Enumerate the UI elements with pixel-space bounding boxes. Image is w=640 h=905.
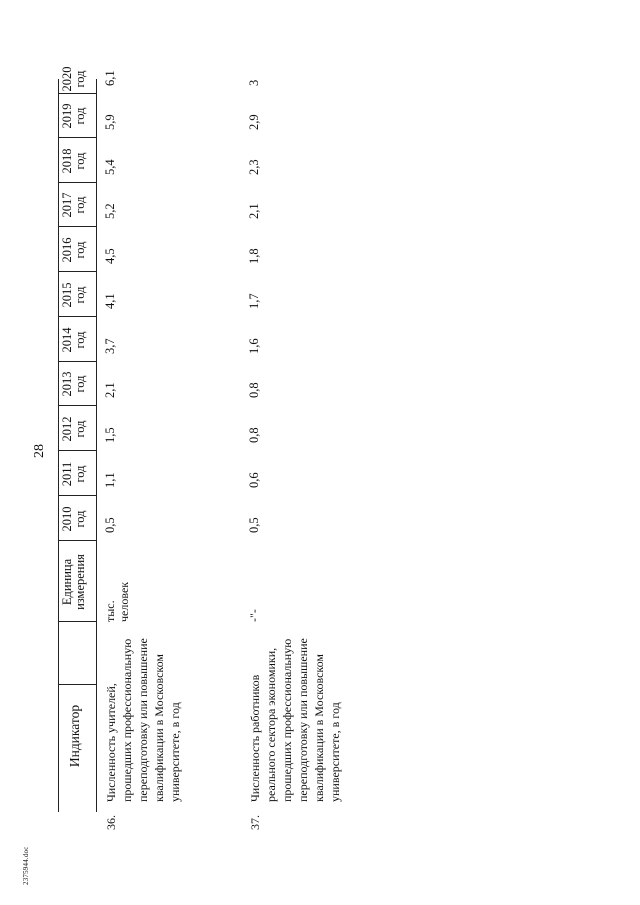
row-value-2017: 2,1 bbox=[247, 203, 261, 219]
row-value-2013: 2,1 bbox=[103, 382, 117, 398]
row-value-2011: 0,6 bbox=[247, 472, 261, 488]
row-value-2016: 1,8 bbox=[247, 248, 261, 264]
row-number: 36. bbox=[104, 815, 118, 830]
row-value-2020: 3 bbox=[247, 79, 261, 86]
row-value-2013: 0,8 bbox=[247, 382, 261, 398]
col-divider bbox=[58, 684, 96, 685]
row-value-2017: 5,2 bbox=[103, 203, 117, 219]
row-value-2018: 5,4 bbox=[103, 159, 117, 175]
row-value-2018: 2,3 bbox=[247, 159, 261, 175]
row-indicator: Численность работников реального сектора экономики, прошедших профессиональную переподготовку или повышение квалификации в Московском университете, в год bbox=[248, 638, 342, 802]
row-value-2011: 1,1 bbox=[103, 472, 117, 488]
row-unit: -"- bbox=[247, 609, 261, 622]
header-year-2013: 2013 год bbox=[60, 371, 87, 397]
table-header-rule bbox=[96, 79, 97, 812]
header-year-2011: 2011 год bbox=[60, 461, 87, 487]
header-year-2019: 2019 год bbox=[60, 103, 87, 129]
row-value-2010: 0,5 bbox=[103, 517, 117, 533]
document-code: 2375944.doc bbox=[22, 846, 30, 885]
row-number: 37. bbox=[248, 815, 262, 830]
header-unit: Единица измерения bbox=[60, 554, 87, 610]
row-indicator: Численность учителей, прошедших профессиональную переподготовку или повышение квалификации в Московском университете, в год bbox=[104, 638, 182, 802]
page-number: 28 bbox=[32, 444, 47, 458]
row-unit: тыс. человек bbox=[103, 581, 131, 622]
header-indicator: Индикатор bbox=[67, 704, 82, 768]
header-year-2012: 2012 год bbox=[60, 416, 87, 442]
row-value-2012: 1,5 bbox=[103, 427, 117, 443]
row-value-2015: 4,1 bbox=[103, 293, 117, 309]
row-value-2014: 1,6 bbox=[247, 338, 261, 354]
table-top-rule bbox=[58, 79, 59, 812]
row-value-2020: 6,1 bbox=[103, 70, 117, 86]
header-year-2015: 2015 год bbox=[60, 282, 87, 308]
row-value-2015: 1,7 bbox=[247, 293, 261, 309]
header-year-2010: 2010 год bbox=[60, 506, 87, 532]
row-value-2016: 4,5 bbox=[103, 248, 117, 264]
row-value-2019: 5,9 bbox=[103, 114, 117, 130]
header-year-2020: 2020 год bbox=[60, 66, 87, 92]
header-year-2017: 2017 год bbox=[60, 192, 87, 218]
header-year-2018: 2018 год bbox=[60, 148, 87, 174]
row-value-2019: 2,9 bbox=[247, 114, 261, 130]
header-year-2014: 2014 год bbox=[60, 327, 87, 353]
row-value-2010: 0,5 bbox=[247, 517, 261, 533]
header-year-2016: 2016 год bbox=[60, 237, 87, 263]
row-value-2014: 3,7 bbox=[103, 338, 117, 354]
row-value-2012: 0,8 bbox=[247, 427, 261, 443]
